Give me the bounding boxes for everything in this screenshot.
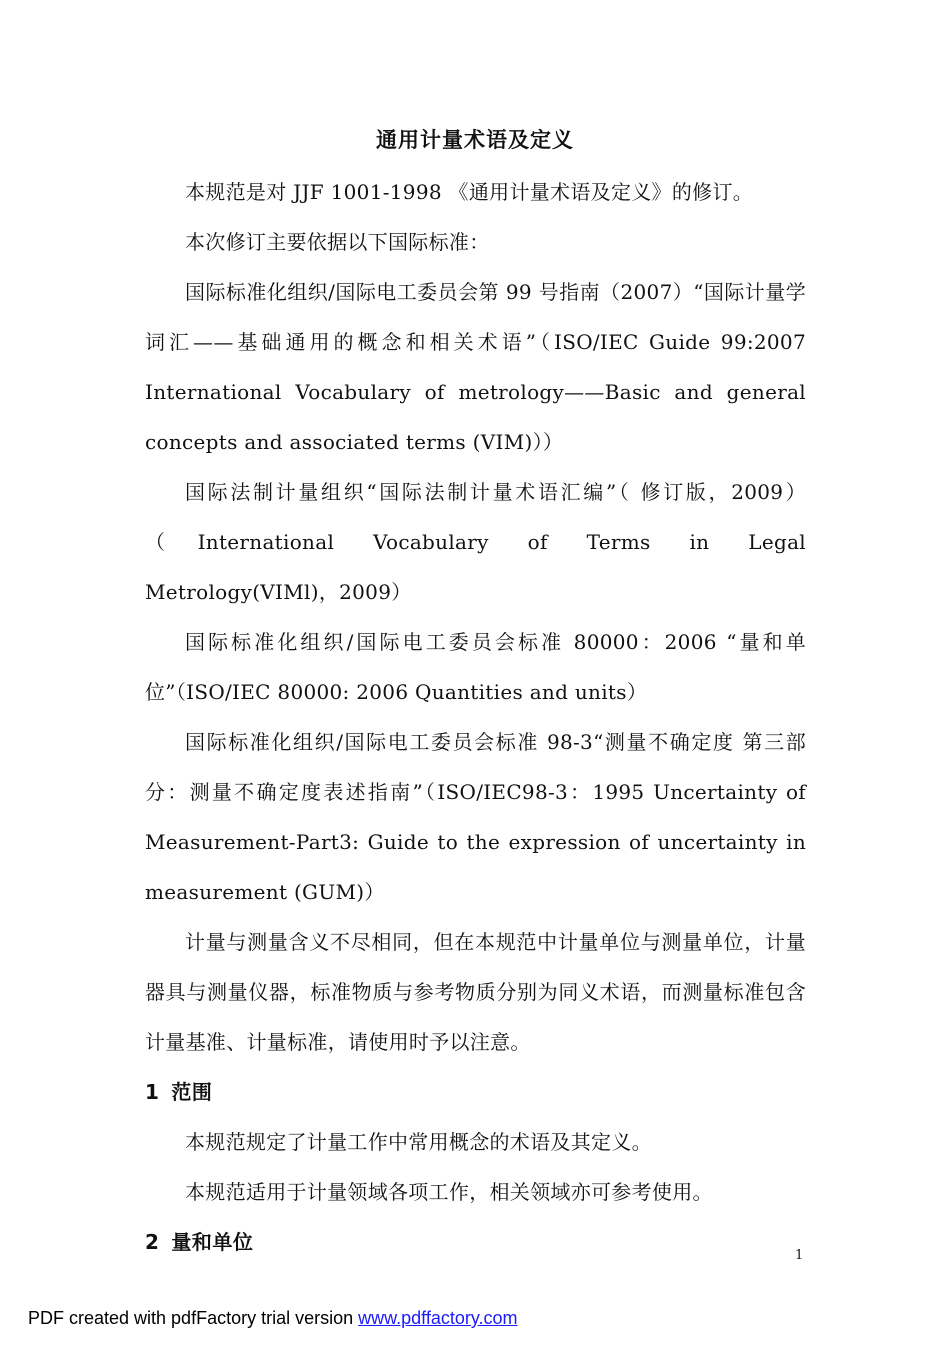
pdffactory-link[interactable]: www.pdffactory.com <box>358 1308 518 1328</box>
section-title: 量和单位 <box>171 1230 254 1254</box>
document-title: 通用计量术语及定义 <box>376 128 574 152</box>
paragraph-oiml-viml: 国际法制计量组织“国际法制计量术语汇编”（ 修订版，2009）（International Vocabulary of Terms in Legal Metrology(VIMl)，2009） <box>145 480 806 604</box>
pdf-footer <box>28 1305 518 1331</box>
section-heading-scope <box>145 1067 806 1117</box>
section-number: 1 <box>145 1080 160 1104</box>
section-heading-quantities-units <box>145 1217 806 1267</box>
page-number: 1 <box>795 1248 804 1263</box>
paragraph-iso-iec-guide-99: 国际标准化组织/国际电工委员会第 99 号指南（2007）“国际计量学词汇——基础通用的概念和相关术语”（ISO/IEC Guide 99:2007 International Vocabulary of metrology——Basic and general concepts and associated terms (VIM)）） <box>145 280 806 454</box>
paragraph-basis-intro: 本次修订主要依据以下国际标准： <box>185 230 490 254</box>
paragraph-scope-1: 本规范规定了计量工作中常用概念的术语及其定义。 <box>185 1130 652 1154</box>
paragraph-iso-iec-80000: 国际标准化组织/国际电工委员会标准 80000：2006 “量和单位”（ISO/IEC 80000: 2006 Quantities and units） <box>145 630 806 704</box>
section-number: 2 <box>145 1230 160 1254</box>
document-body <box>145 167 806 1267</box>
paragraph-revision-note: 本规范是对 JJF 1001-1998 《通用计量术语及定义》的修订。 <box>185 180 754 204</box>
section-title: 范围 <box>171 1080 213 1104</box>
paragraph-terminology-note: 计量与测量含义不尽相同，但在本规范中计量单位与测量单位，计量器具与测量仪器，标准物质与参考物质分别为同义术语，而测量标准包含计量基准、计量标准，请使用时予以注意。 <box>145 930 806 1054</box>
paragraph-iso-iec-98-3: 国际标准化组织/国际电工委员会标准 98-3“测量不确定度 第三部分：测量不确定度表述指南”（ISO/IEC98-3：1995 Uncertainty of Measurement-Part3: Guide to the expression of uncertainty in measurement (GUM)） <box>145 730 806 904</box>
paragraph-scope-2: 本规范适用于计量领域各项工作，相关领域亦可参考使用。 <box>185 1180 713 1204</box>
footer-text: PDF created with pdfFactory trial version <box>28 1308 359 1328</box>
